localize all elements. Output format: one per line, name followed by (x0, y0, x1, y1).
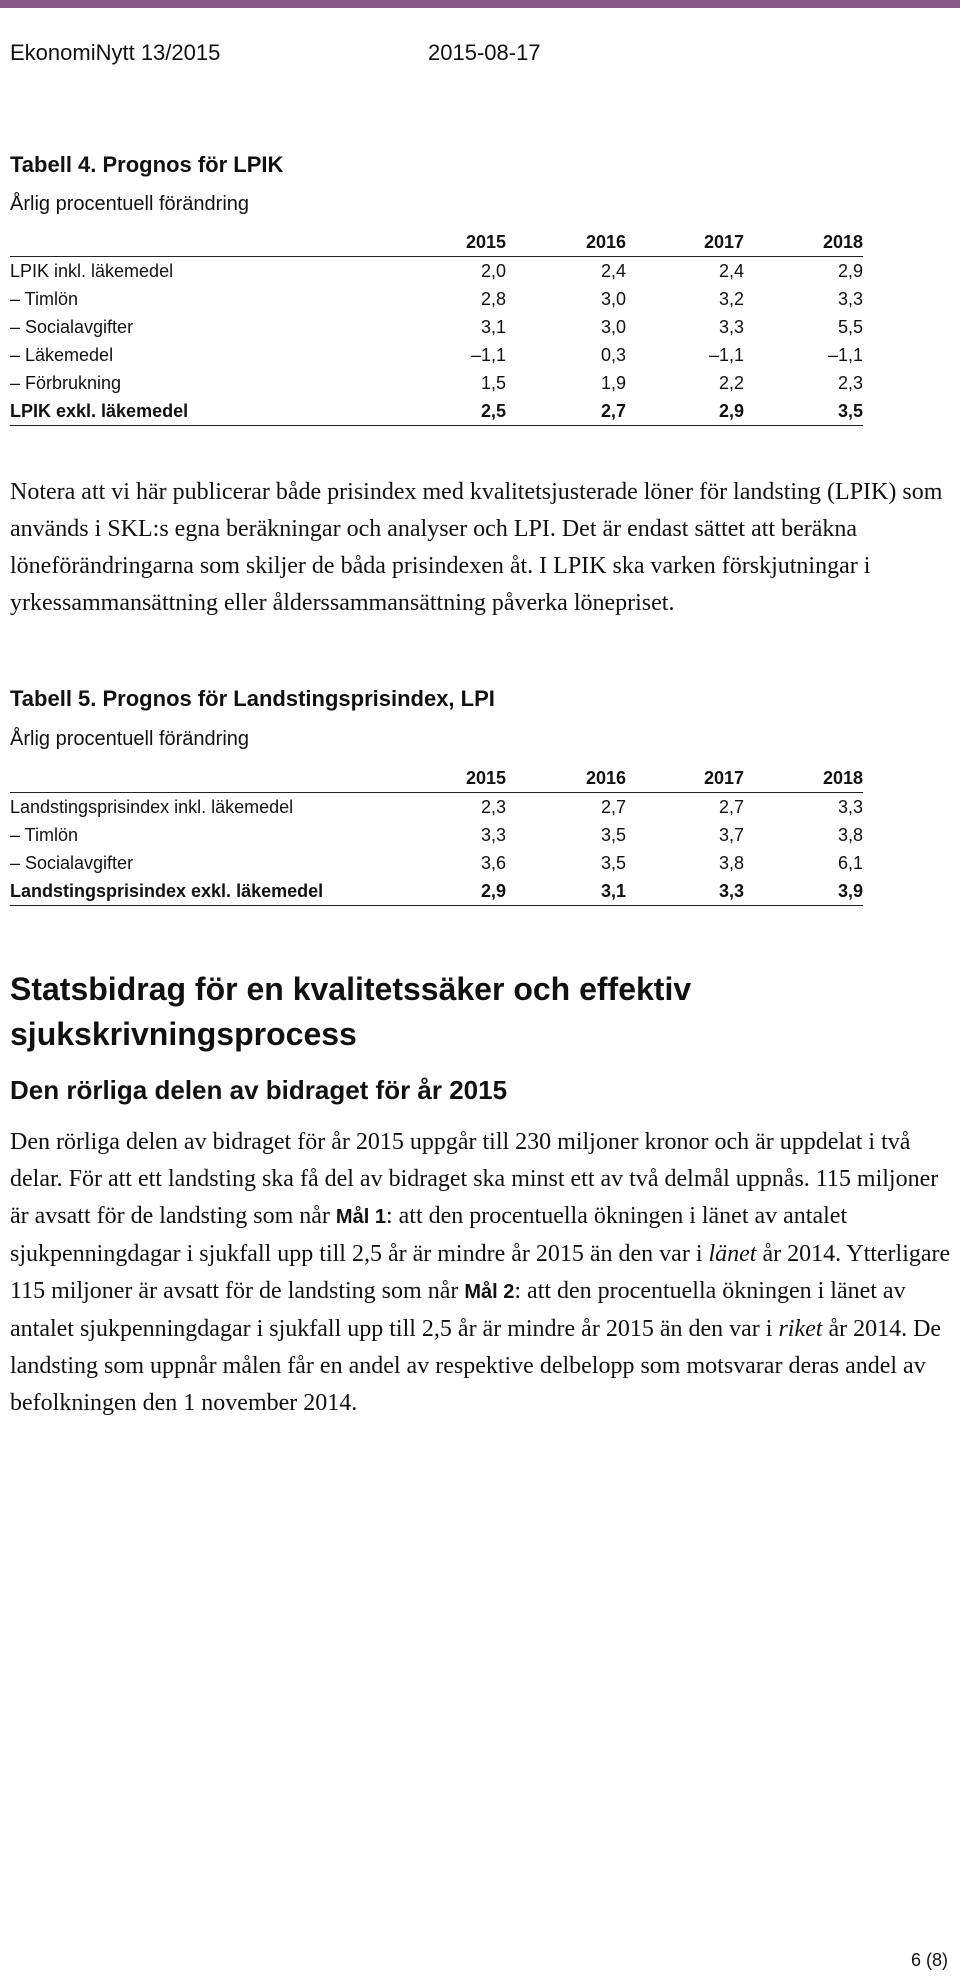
cell: 3,0 (600, 317, 626, 337)
table4-year: 2017 (626, 228, 744, 257)
cell: 5,5 (837, 317, 863, 337)
table5-year: 2018 (744, 764, 863, 793)
table-row (10, 257, 863, 286)
cell: 2,0 (480, 261, 506, 281)
table-row (10, 849, 863, 877)
cell: 3,1 (506, 877, 626, 906)
emphasis-riket: riket (778, 1316, 823, 1342)
section-subheading: Den rörliga delen av bidraget för år 2015 (10, 1075, 508, 1105)
cell: 3,1 (480, 317, 506, 337)
row-label: – Förbrukning (10, 373, 122, 393)
row-label: – Läkemedel (10, 345, 114, 365)
cell: 3,3 (480, 825, 506, 845)
row-label: LPIK inkl. läkemedel (10, 261, 174, 281)
table-row-total (10, 397, 863, 426)
table5 (10, 764, 863, 906)
table-row (10, 793, 863, 822)
cell: 6,1 (837, 853, 863, 873)
body-paragraph (10, 1124, 955, 1422)
cell: 2,4 (718, 261, 744, 281)
table5-year: 2016 (506, 764, 626, 793)
cell: 2,9 (837, 261, 863, 281)
row-label: Landstingsprisindex exkl. läkemedel (10, 877, 408, 906)
cell: 3,5 (600, 853, 626, 873)
text-run: : att den procentuella ökningen i länet av antalet sjukpenningdagar i sjukfall upp till 2,5 år är mindre år 2015 än den var i (10, 1203, 848, 1267)
cell: 3,5 (744, 397, 863, 426)
table-row (10, 369, 863, 397)
cell: 2,9 (626, 397, 744, 426)
table-row (10, 285, 863, 313)
cell: 3,3 (718, 317, 744, 337)
emphasis-lanet: länet (708, 1241, 757, 1267)
text-run: : att den procentuella ökningen i länet av antalet sjukpenningdagar i sjukfall upp till 2,5 år är mindre år 2015 än den var i (10, 1278, 906, 1342)
cell: 0,3 (600, 345, 626, 365)
table-row (10, 341, 863, 369)
text-run: Den rörliga delen av bidraget för år 2015 uppgår till 230 miljoner kronor och är uppdelat i två delar. För att ett landsting ska få del av bidraget ska minst ett av två delmål uppnås. 115 miljoner är avsatt för de landsting som når (10, 1129, 939, 1229)
cell: 3,9 (744, 877, 863, 906)
cell: –1,1 (827, 345, 863, 365)
cell: 3,8 (718, 853, 744, 873)
cell: 2,7 (506, 397, 626, 426)
cell: 2,5 (408, 397, 506, 426)
table4 (10, 228, 863, 426)
table5-subtitle: Årlig procentuell förändring (10, 728, 250, 750)
cell: 2,4 (600, 261, 626, 281)
cell: 2,3 (837, 373, 863, 393)
cell: 2,7 (718, 797, 744, 817)
page-number: 6 (8) (910, 1950, 948, 1970)
cell: 3,3 (626, 877, 744, 906)
cell: –1,1 (470, 345, 506, 365)
cell: 3,3 (837, 797, 863, 817)
table5-year: 2017 (626, 764, 744, 793)
table5-title: Tabell 5. Prognos för Landstingsprisindex, LPI (10, 686, 495, 711)
text-run: år 2014. Ytterligare 115 miljoner är avsatt för de landsting som når (10, 1241, 951, 1304)
cell: 3,6 (480, 853, 506, 873)
row-label: – Socialavgifter (10, 853, 134, 873)
publication-date: 2015-08-17 (428, 40, 541, 65)
table-row (10, 313, 863, 341)
table4-title: Tabell 4. Prognos för LPIK (10, 152, 284, 177)
cell: 3,8 (837, 825, 863, 845)
table4-year: 2016 (506, 228, 626, 257)
cell: 1,5 (480, 373, 506, 393)
table4-subtitle: Årlig procentuell förändring (10, 193, 250, 215)
cell: 2,7 (600, 797, 626, 817)
publication-name: EkonomiNytt 13/2015 (10, 40, 221, 65)
cell: 1,9 (600, 373, 626, 393)
cell: –1,1 (708, 345, 744, 365)
row-label: – Socialavgifter (10, 317, 134, 337)
row-label: Landstingsprisindex inkl. läkemedel (10, 797, 294, 817)
goal-2-label: Mål 2 (464, 1281, 515, 1303)
cell: 2,2 (718, 373, 744, 393)
table-row-total (10, 877, 863, 906)
section-heading: Statsbidrag för en kvalitetssäker och effektiv sjukskrivningsprocess (10, 971, 692, 1052)
cell: 3,7 (718, 825, 744, 845)
row-label: – Timlön (10, 825, 79, 845)
text-run: år 2014. De landsting som uppnår målen får en andel av respektive delbelopp som motsvarar deras andel av befolkningen den 1 november 2014. (10, 1316, 942, 1416)
top-accent-bar (0, 0, 960, 8)
row-label: LPIK exkl. läkemedel (10, 397, 408, 426)
table-row (10, 821, 863, 849)
table4-year: 2018 (744, 228, 863, 257)
cell: 2,3 (480, 797, 506, 817)
cell: 3,0 (600, 289, 626, 309)
cell: 3,5 (600, 825, 626, 845)
goal-1-label: Mål 1 (335, 1206, 386, 1228)
table5-header-row (10, 764, 863, 793)
note-paragraph: Notera att vi här publicerar både prisindex med kvalitetsjusterade löner för landsting (LPIK) som används i SKL:s egna beräkningar och analyser och LPI. Det är endast sättet att beräkna löneförändringarna som skiljer de båda prisindexen åt. I LPIK ska varken förskjutningar i yrkessammansättning eller ålderssammansättning påverka lönepriset. (10, 479, 943, 616)
table4-year: 2015 (408, 228, 506, 257)
cell: 3,3 (837, 289, 863, 309)
cell: 2,9 (408, 877, 506, 906)
table5-year: 2015 (408, 764, 506, 793)
cell: 3,2 (718, 289, 744, 309)
row-label: – Timlön (10, 289, 79, 309)
cell: 2,8 (480, 289, 506, 309)
table4-header-row (10, 228, 863, 257)
